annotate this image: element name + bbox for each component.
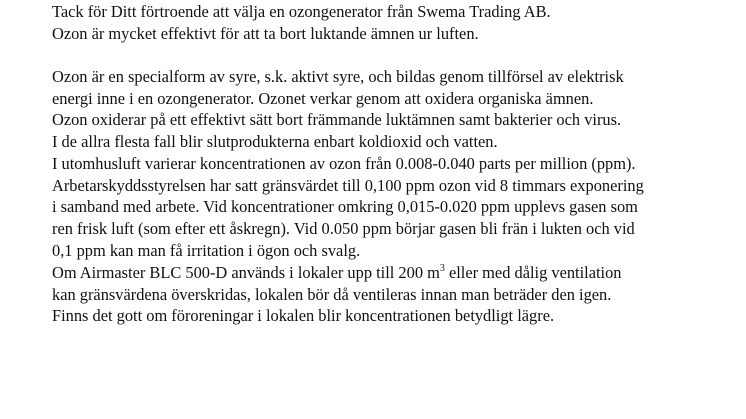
text-line: energi inne i en ozongenerator. Ozonet verkar genom att oxidera organiska ämnen.	[52, 88, 594, 108]
ozone-description-paragraph	[52, 66, 742, 153]
text-line: I utomhusluft varierar koncentrationen av ozon från 0.008-0.040 parts per million (ppm).	[52, 154, 636, 173]
intro-paragraph	[52, 1, 742, 44]
text-line-with-superscript	[52, 262, 742, 284]
text-line: kan gränsvärdena överskridas, lokalen bör då ventileras innan man beträder den igen.	[52, 284, 612, 304]
text-segment: eller med dålig ventilation	[444, 263, 622, 282]
text-line: I de allra flesta fall blir slutprodukterna enbart koldioxid och vatten.	[52, 132, 498, 152]
cubic-superscript: 3	[439, 262, 445, 274]
concentration-paragraph	[52, 153, 742, 262]
text-line: Ozon är en specialform av syre, s.k. aktivt syre, och bildas genom tillförsel av elektrisk	[52, 67, 624, 86]
text-line: Ozon är mycket effektivt för att ta bort luktande ämnen ur luften.	[52, 23, 479, 43]
text-line: Finns det gott om föroreningar i lokalen blir koncentrationen betydligt lägre.	[52, 306, 555, 326]
text-line: 0,1 ppm kan man få irritation i ögon och svalg.	[52, 240, 361, 260]
usage-warning-paragraph	[52, 262, 742, 327]
text-line: i samband med arbete. Vid koncentrationer omkring 0,015-0.020 ppm upplevs gasen som	[52, 197, 638, 217]
text-segment: Om Airmaster BLC 500-D används i lokaler upp till 200 m	[52, 263, 440, 282]
text-line: ren frisk luft (som efter ett åskregn). Vid 0.050 ppm börjar gasen bli frän i lukten och vid	[52, 219, 635, 239]
text-line: Tack för Ditt förtroende att välja en ozongenerator från Swema Trading AB.	[52, 2, 551, 21]
text-line: Ozon oxiderar på ett effektivt sätt bort främmande luktämnen samt bakterier och virus.	[52, 110, 622, 130]
text-line: Arbetarskyddsstyrelsen har satt gränsvärdet till 0,100 ppm ozon vid 8 timmars exponering	[52, 175, 644, 195]
